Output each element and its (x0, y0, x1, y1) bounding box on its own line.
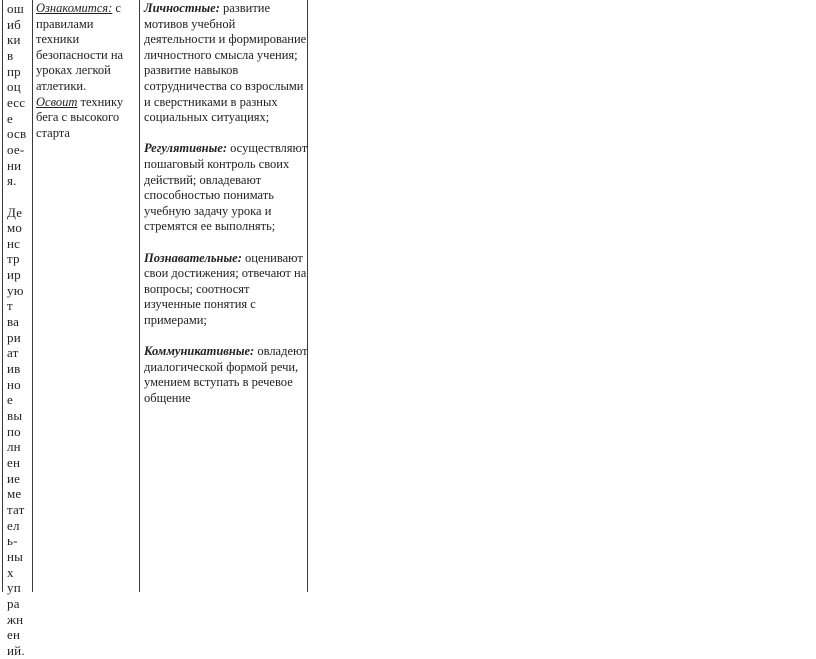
subject-heading-line-2: Освоит технику (36, 94, 124, 109)
text-line: жн (7, 611, 24, 627)
subject-heading-master: Освоит (36, 94, 78, 109)
text-line: действий; овладевают (144, 172, 262, 187)
text-line: ь- (7, 533, 18, 549)
text-line: есс (7, 94, 26, 110)
text-line: и сверстниками в разных (144, 94, 278, 109)
subject-heading-familiarize: Ознакомится: (36, 1, 113, 15)
text-line: по (7, 423, 21, 439)
text-line: уп (7, 580, 21, 596)
communicative-label: Коммуникативные: (144, 344, 255, 359)
text-line: пр (7, 63, 21, 79)
text-line: безопасности на (36, 47, 124, 62)
text-line: учебную задачу урока и (144, 203, 272, 218)
column-learning-actions (144, 1, 308, 406)
text-line: нс (7, 235, 21, 251)
regulatory-block: Регулятивные: осуществляют пошаговый контроль своих действий; овладевают способностью понимать учебную задачу урока и стремятся ее выполнять; (144, 141, 308, 234)
text-line: х (7, 564, 14, 580)
text-line: умением вступать в речевое (144, 375, 293, 390)
text-line: развитие навыков (144, 63, 239, 78)
text-line: старта (36, 125, 70, 140)
text-line: в (7, 47, 14, 63)
text-line: ое- (7, 141, 25, 157)
text-line: способностью понимать (144, 188, 274, 203)
column-divider-1 (32, 0, 33, 592)
text-line: вы (7, 408, 23, 424)
text-line: тр (7, 251, 20, 267)
cognitive-label: Познавательные: (144, 250, 242, 265)
text-line: ош (7, 1, 24, 16)
regulatory-label: Регулятивные: (144, 141, 227, 156)
text-line: ел (7, 517, 20, 533)
text-line: ир (7, 267, 21, 283)
cognitive-block: Познавательные: оценивают свои достижения; отвечают на вопросы; соотносят изученные понятия с примерами; (144, 250, 307, 327)
personal-block: Личностные: развитие мотивов учебной деятельности и формирование личностного смысла учения; развитие навыков сотрудничества со взрослыми и сверстниками в разных социальных ситуациях; (144, 1, 307, 125)
text-line: личностного смысла учения; (144, 47, 298, 62)
subject-heading-line-1: Ознакомится: с (36, 1, 121, 15)
text-line: Де (7, 204, 23, 220)
communicative-block: Коммуникативные: овладеют диалогической формой речи, умением вступать в речевое общение (144, 344, 308, 405)
text-line: сотрудничества со взрослыми (144, 78, 304, 93)
text-line: осв (7, 126, 27, 142)
text-line: вопросы; соотносят (144, 281, 250, 296)
text-line: лн (7, 439, 21, 455)
text-line: правилами (36, 16, 94, 31)
text-line: ки (7, 32, 21, 48)
text-line: социальных ситуациях; (144, 110, 270, 125)
text-line: ра (7, 595, 20, 611)
text-line: техники (36, 32, 80, 47)
text-line: деятельности и формирование (144, 32, 307, 47)
text-line: ие (7, 470, 21, 486)
text-line: т (7, 298, 13, 314)
text-line: мо (7, 220, 23, 236)
personal-label: Личностные: (144, 1, 220, 15)
text-line: тат (7, 501, 25, 517)
text-line: ат (7, 345, 19, 361)
text-line: ри (7, 329, 21, 345)
text-line: ив (7, 361, 21, 377)
text-line: примерами; (144, 312, 207, 327)
text-line: но (7, 376, 21, 392)
text-line: ни (7, 157, 22, 173)
text-line: иб (7, 16, 21, 32)
text-line: ен (7, 455, 21, 471)
text-line: ую (7, 282, 24, 298)
column-activities (7, 1, 31, 659)
column-divider-2 (139, 0, 140, 592)
text-line: атлетики. (36, 78, 87, 93)
text-line: изученные понятия с (144, 297, 256, 312)
text-line: ме (7, 486, 22, 502)
text-line: уроках легкой (36, 63, 111, 78)
text-line: е (7, 110, 13, 126)
text-line: ва (7, 314, 20, 330)
text-line: стремятся ее выполнять; (144, 219, 276, 234)
text-line: мотивов учебной (144, 16, 236, 31)
column-subject-results (36, 1, 138, 141)
text-line: диалогической формой речи, (144, 359, 299, 374)
text-line: пошаговый контроль своих (144, 156, 290, 171)
text-line: бега с высокого (36, 110, 120, 125)
text-line: ий. (7, 642, 25, 658)
text-line: общение (144, 390, 191, 405)
text-line: е (7, 392, 13, 408)
text-line: ен (7, 627, 21, 643)
text-line: я. (7, 173, 17, 189)
text-line: ны (7, 548, 24, 564)
table-border-left (2, 0, 3, 592)
text-line: оц (7, 79, 21, 95)
text-line: свои достижения; отвечают на (144, 266, 307, 281)
